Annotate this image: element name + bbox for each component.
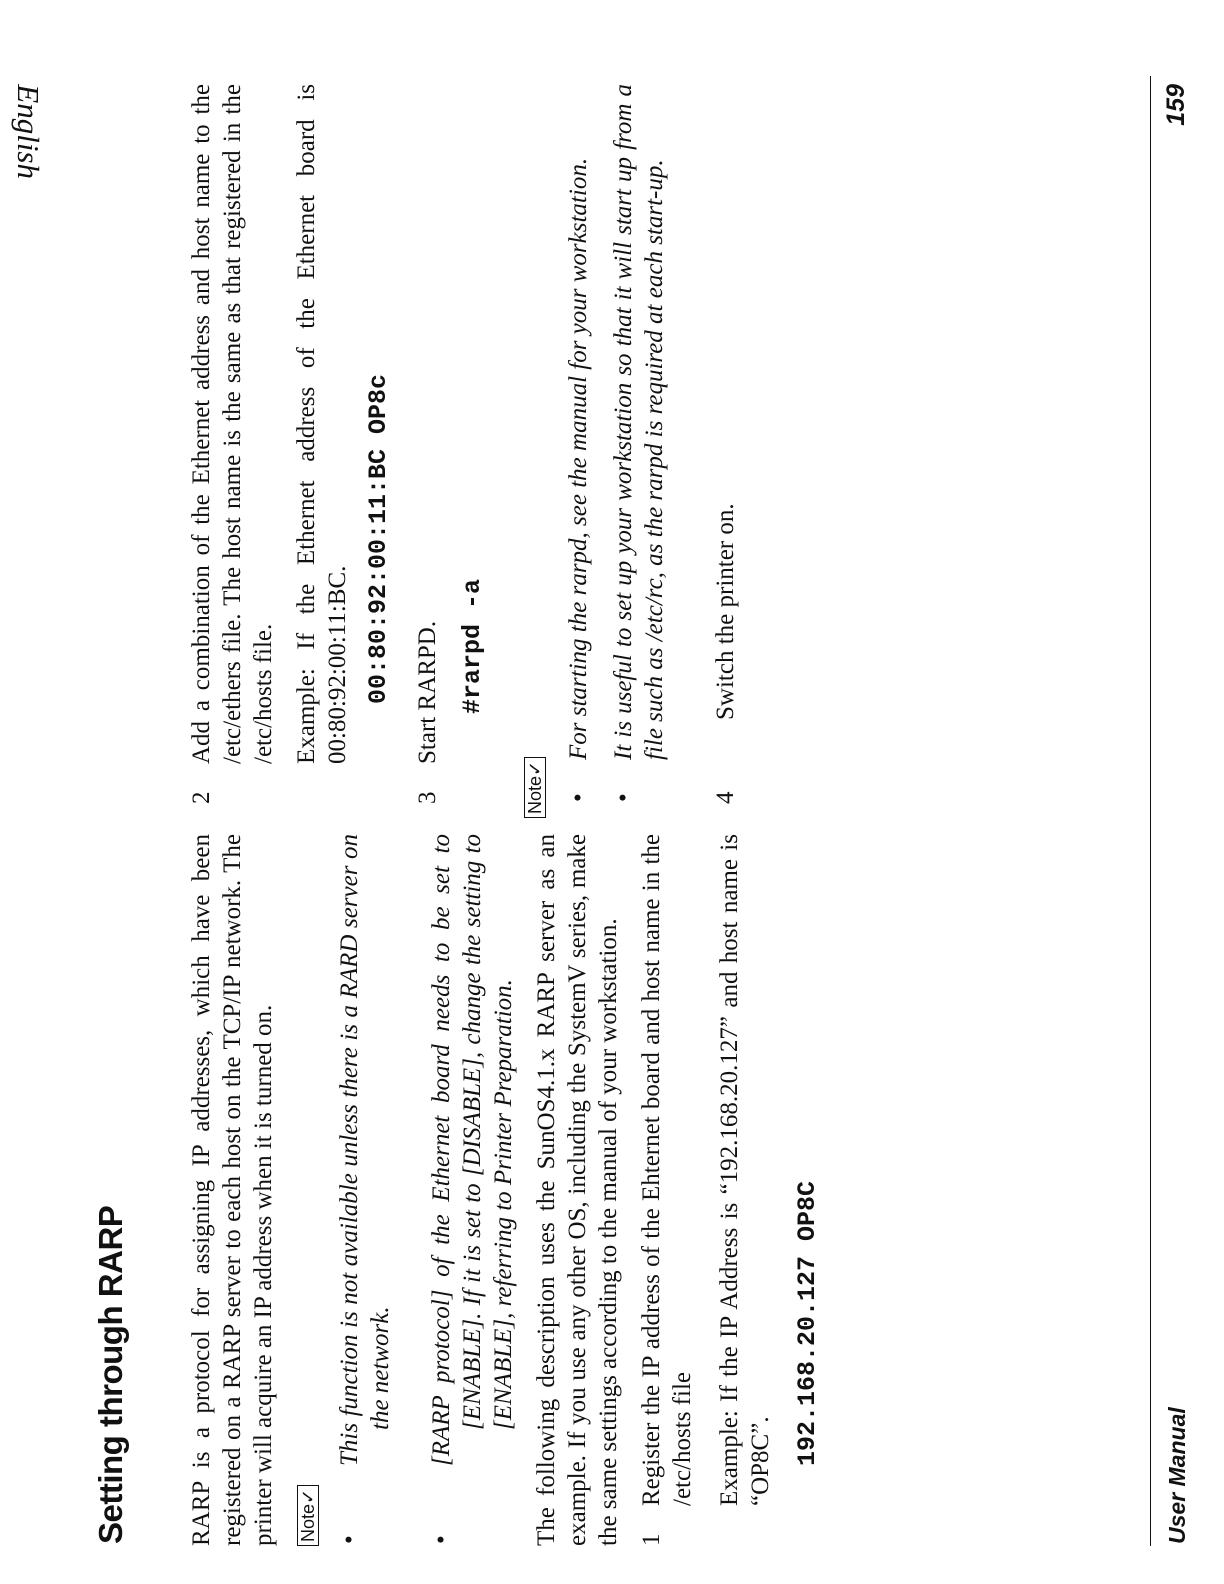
note-bullet xyxy=(608,84,670,804)
step-number: 4 xyxy=(712,791,739,804)
note-bullet xyxy=(563,84,594,804)
step-text: Add a combination of the Ethernet address and host name to the /etc/ethers file. The host name is the same as that registered in the /etc/hosts file. xyxy=(188,84,277,764)
language-label: English xyxy=(11,84,46,179)
footer-title: User Manual xyxy=(1164,1407,1190,1544)
step-number: 3 xyxy=(414,791,441,804)
note-badge xyxy=(524,757,546,818)
step-number: 2 xyxy=(188,791,215,804)
code-line: #rarpd -a xyxy=(458,578,487,714)
note-bullet-text: • This function is not available unless there is a RARD server on the network. xyxy=(336,834,394,1466)
step-example: Example: If the IP Address is “192.168.20.127” and host name is “OP8C”. xyxy=(716,834,774,1506)
step-example: Example: If the Ethernet address of the Ethernet board is 00:80:92:00:11:BC. xyxy=(293,84,351,764)
step-text: Switch the printer on. xyxy=(712,503,739,720)
note-block xyxy=(291,834,322,1546)
left-column xyxy=(186,834,823,1546)
right-column xyxy=(186,84,741,814)
note-label: Note xyxy=(298,1503,318,1542)
step-3 xyxy=(412,84,488,804)
step-4 xyxy=(710,84,741,804)
step-1 xyxy=(636,834,823,1546)
note-bullet-text: • For starting the rarpd, see the manual for your workstation. xyxy=(565,157,592,760)
code-line: 00:80:92:00:11:BC OP8c xyxy=(364,373,393,704)
page-number: 159 xyxy=(1162,84,1190,126)
footer-rule xyxy=(1150,76,1151,1546)
note-label: Note xyxy=(525,775,545,814)
note-bullet xyxy=(334,834,396,1546)
section-heading: Setting through RARP xyxy=(92,1205,129,1544)
step-number: 1 xyxy=(638,1533,665,1546)
note-bullet-text: • [RARP protocol] of the Ethernet board needs to be set to [ENABLE]. If it is set to [DISABLE], change the setting to [ENABLE], referring to Printer Preparation. xyxy=(428,834,517,1466)
check-icon: ✓ xyxy=(298,1488,318,1504)
note-badge xyxy=(297,1485,319,1546)
intro-paragraph: RARP is a protocol for assigning IP addresses, which have been registered on a RARP server to each host on the TCP/IP network. The printer will acquire an IP address when it is turned on. xyxy=(188,834,277,1546)
step-text: Register the IP address of the Ehternet board and host name in the /etc/hosts file xyxy=(638,834,696,1506)
note-bullet xyxy=(426,834,519,1546)
step-text: Start RARPD. xyxy=(414,620,441,764)
description-paragraph: The following description uses the SunOS4.1.x RARP server as an example. If you use any other OS, including the SystemV series, make the same settings according to the manual of your workstation. xyxy=(533,834,622,1546)
note-bullet-text: • It is useful to set up your workstation so that it will start up from a file such as /etc/rc, as the rarpd is required at each start-up. xyxy=(610,84,668,760)
step-2 xyxy=(186,84,394,804)
check-icon: ✓ xyxy=(525,760,545,776)
code-line: 192.168.20.127 OP8C xyxy=(793,1180,822,1466)
note-block xyxy=(518,84,549,818)
